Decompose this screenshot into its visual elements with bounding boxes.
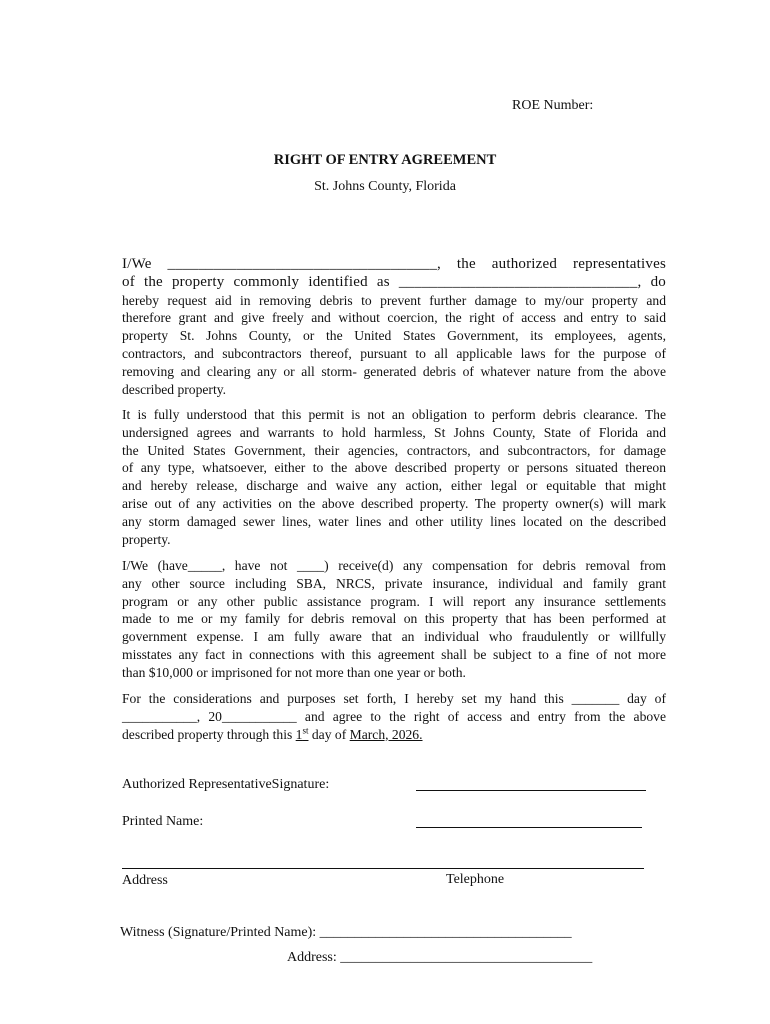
p2-line7: any storm damaged sewer lines, water lines and other utility lines located on the described [122, 513, 666, 529]
p1-line3: hereby request aid in removing debris to prevent further damage to my/our property and [122, 292, 666, 308]
p1-line4: therefore grant and give freely and without coercion, the right of access and entry to said [122, 310, 666, 326]
p1-line5: property St. Johns County, or the United States Government, its employees, agents, [122, 328, 666, 344]
p3-line3: program or any other public assistance program. I will report any insurance settlements [122, 593, 666, 609]
document-subtitle: St. Johns County, Florida [314, 179, 456, 194]
address-telephone-line[interactable] [122, 868, 644, 869]
p3-line5: government expense. I am fully aware that an individual who fraudulently or willfully [122, 629, 666, 645]
p2-line5: and hereby release, discharge and waive any action, either legal or equitable that might [122, 478, 666, 494]
printed-name-line[interactable] [416, 827, 642, 828]
p4-line3 [122, 726, 666, 744]
p2-line6: arise out of any activities on the above described property. The property owner(s) will mark [122, 495, 666, 511]
paragraph-hold-harmless [122, 406, 666, 548]
telephone-label: Telephone [446, 872, 505, 887]
p4-line3-prefix: described property through this [122, 726, 296, 742]
p4-line3-mid: day of [308, 726, 350, 742]
day-number [296, 727, 309, 742]
auth-signature-line[interactable] [416, 790, 646, 791]
agreement-date: March, 2026. [349, 726, 423, 742]
p3-line7: than $10,000 or imprisoned for not more than one year or both. [122, 664, 466, 680]
document-title: RIGHT OF ENTRY AGREEMENT [273, 152, 497, 168]
p2-line2: undersigned agrees and warrants to hold harmless, St Johns County, State of Florida and [122, 424, 666, 440]
p2-line4: of any type, whatsoever, either to the above described property or persons situated thereon [122, 460, 666, 476]
p1-line6: contractors, and subcontractors thereof, pursuant to all applicable laws for the purpose of [122, 345, 666, 361]
printed-name-label: Printed Name: [122, 814, 204, 829]
p1-line2: of the property commonly identified as _______________________________, do [122, 273, 666, 290]
p4-line2: ___________, 20___________ and agree to the right of access and entry from the above [122, 708, 666, 724]
p1-line7: removing and clearing any or all storm- generated debris of whatever nature from the above [122, 363, 666, 379]
p1-line1: I/We ___________________________________, the authorized representatives [122, 256, 666, 272]
p2-line1: It is fully understood that this permit is not an obligation to perform debris clearance. The [122, 407, 666, 422]
witness-label: Witness (Signature/Printed Name): ____________________________________ [120, 925, 572, 940]
paragraph-compensation [122, 557, 666, 682]
witness-address-label: Address: ____________________________________ [287, 950, 593, 965]
p1-line8: described property. [122, 381, 227, 397]
day-number-value: 1 [295, 726, 303, 742]
p3-line6: misstates any fact in connections with this agreement shall be subject to a fine of not more [122, 646, 666, 662]
p2-line8: property. [122, 531, 171, 547]
p4-line1: For the considerations and purposes set forth, I hereby set my hand this _______ day of [122, 691, 666, 706]
p2-line3: the United States Government, their agencies, contractors, and subcontractors, for damage [122, 442, 666, 458]
p3-line2: any other source including SBA, NRCS, private insurance, individual and family grant [122, 575, 666, 591]
paragraph-request [122, 256, 666, 398]
auth-signature-label: Authorized RepresentativeSignature: [122, 777, 330, 792]
p3-line1: I/We (have_____, have not ____) receive(d) any compensation for debris removal from [122, 558, 666, 573]
address-label: Address [122, 873, 168, 888]
day-suffix: st [302, 725, 309, 736]
roe-number-label: ROE Number: [512, 98, 594, 113]
p3-line4: made to me or my family for debris removal on this property that has been performed at [122, 611, 666, 627]
paragraph-considerations [122, 690, 666, 743]
